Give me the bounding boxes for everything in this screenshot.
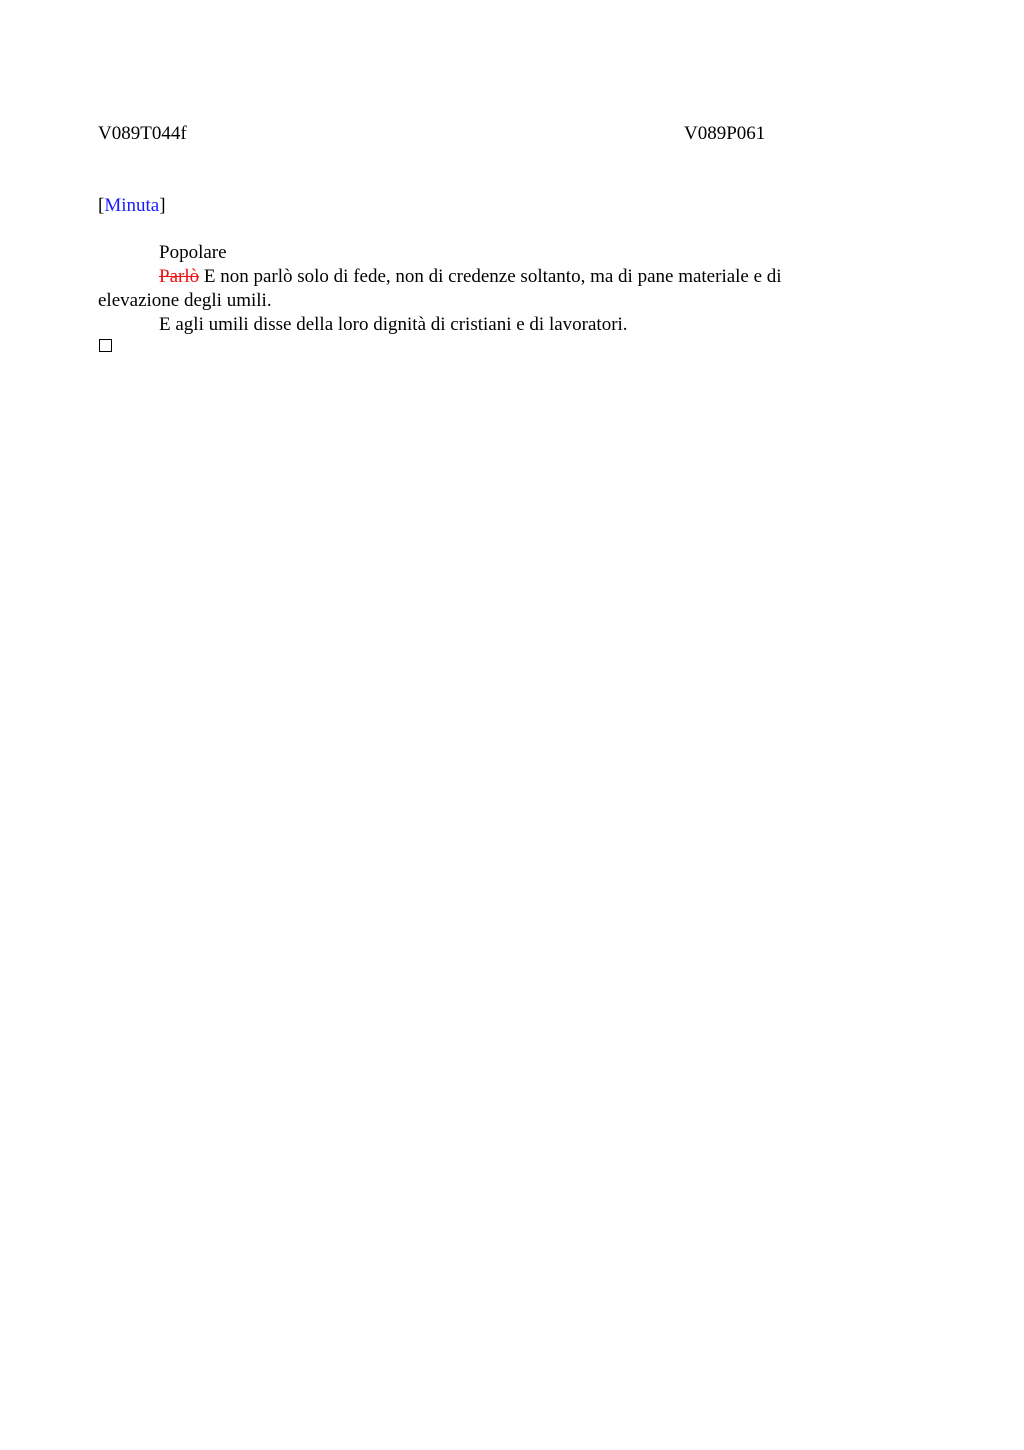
paragraph-main: [98, 265, 843, 313]
document-body: [98, 241, 843, 337]
paragraph-main-text: E non parlò solo di fede, non di credenze soltanto, ma di pane materiale e di elevazione degli umili.: [98, 266, 782, 311]
close-bracket: ]: [159, 195, 166, 216]
paragraph-umili: E agli umili disse della loro dignità di cristiani e di lavoratori.: [159, 314, 628, 335]
document-code-right: V089P061: [684, 123, 766, 144]
open-bracket: [: [98, 195, 105, 216]
section-label: [98, 194, 166, 218]
end-box-icon: [99, 339, 112, 352]
deleted-word: Parlò: [159, 266, 200, 287]
minuta-link[interactable]: Minuta: [104, 195, 160, 216]
document-code-left: V089T044f: [98, 123, 187, 144]
paragraph-popolare: Popolare: [159, 242, 227, 263]
